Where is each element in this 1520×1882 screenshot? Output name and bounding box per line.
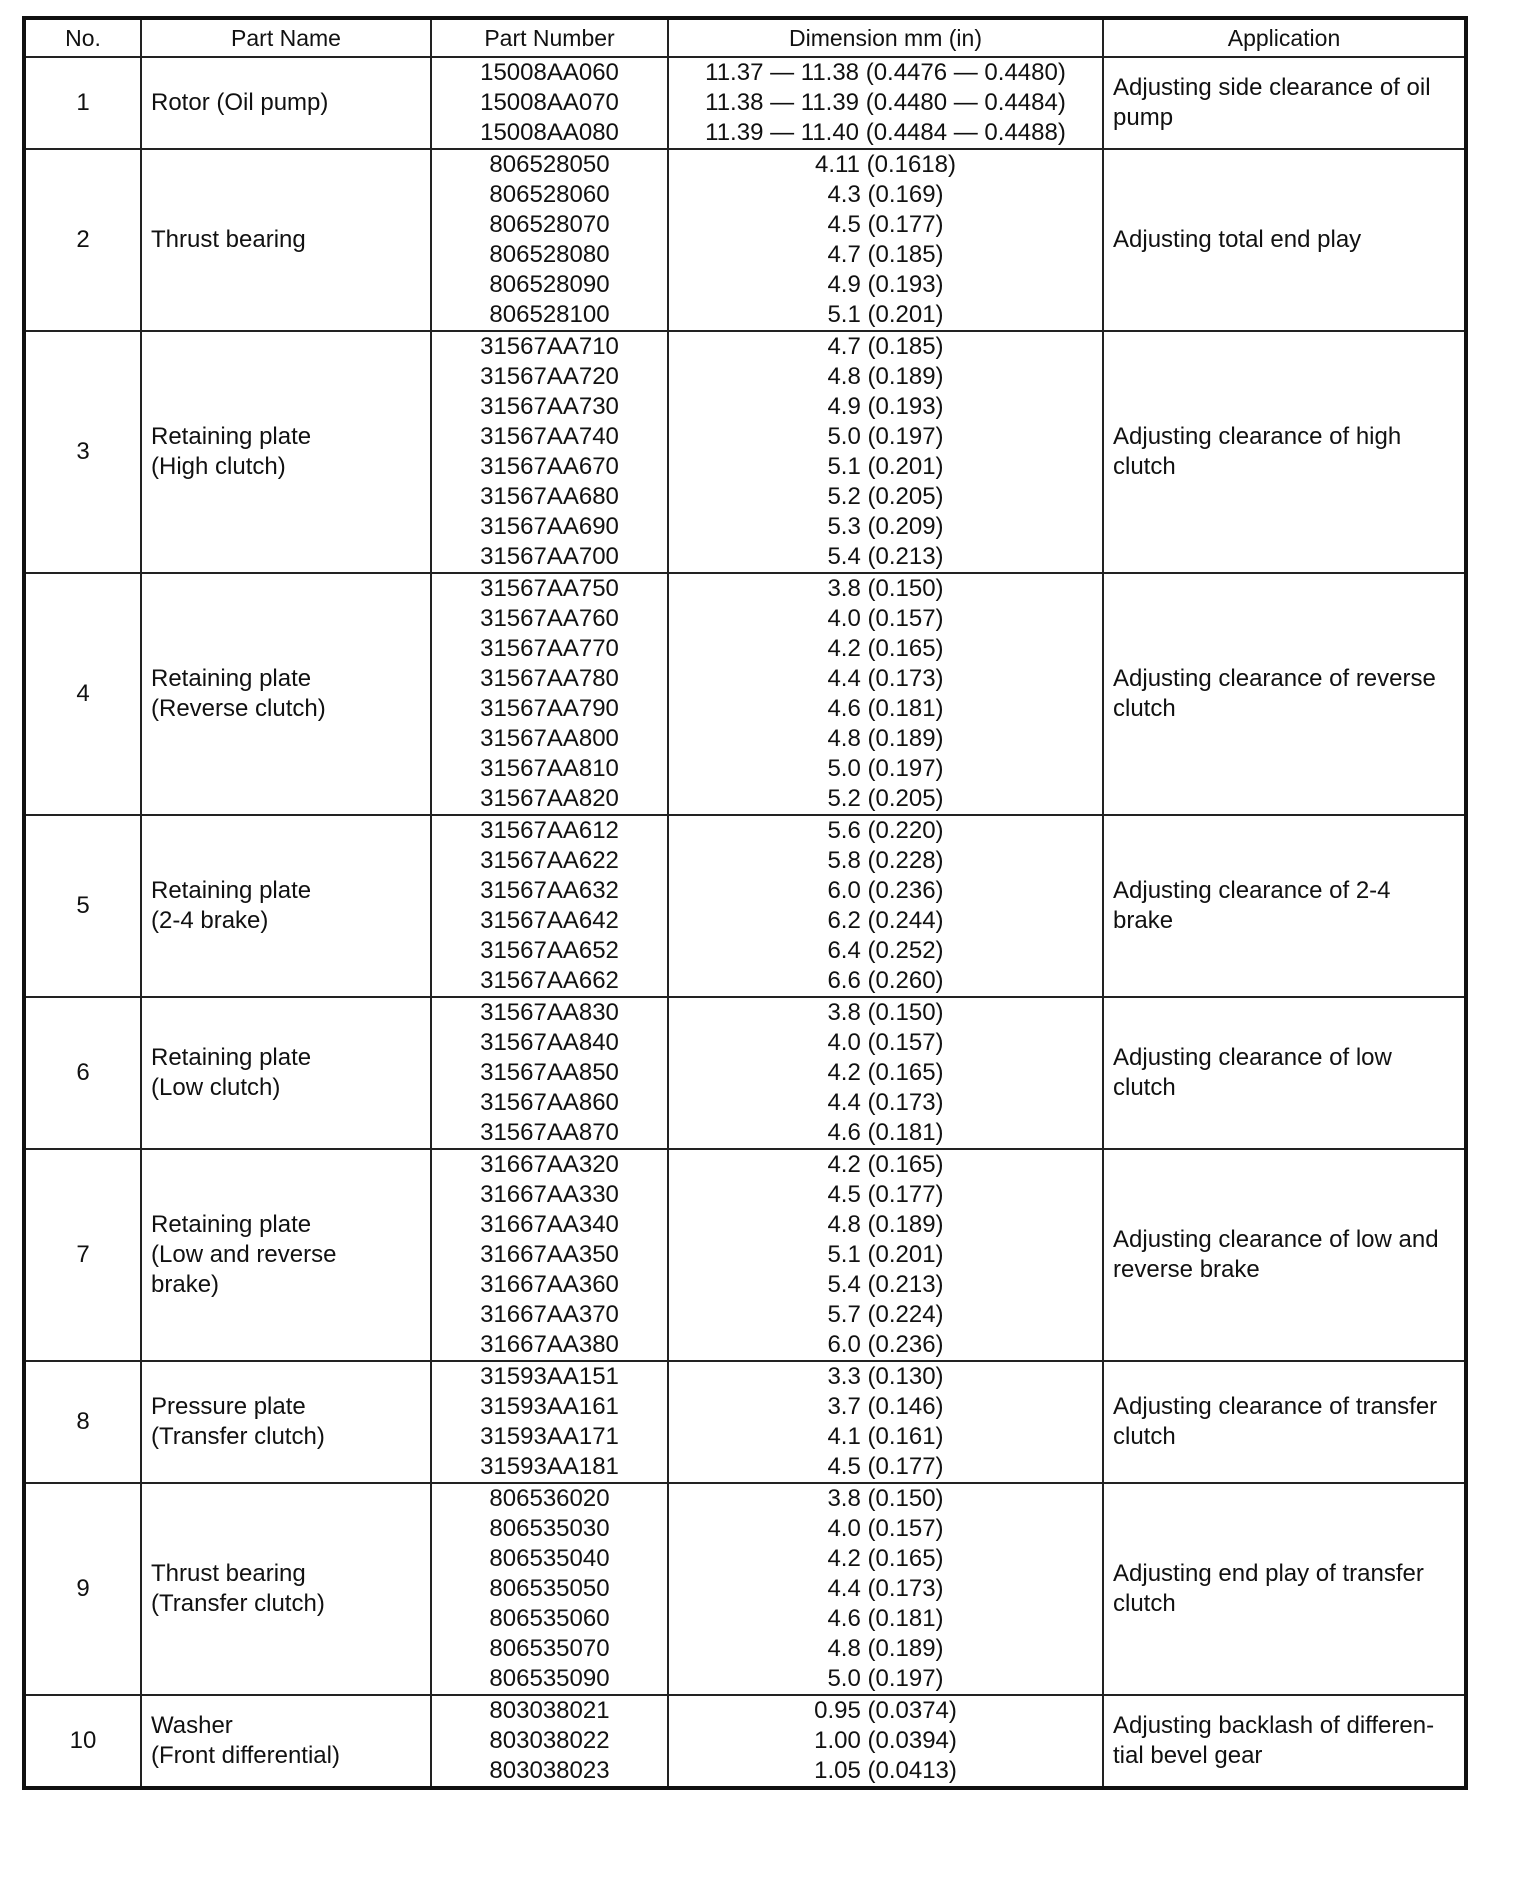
- part-number-cell: [431, 1149, 668, 1361]
- dimension-cell: [668, 1695, 1103, 1788]
- part-number: 31667AA360: [480, 1271, 619, 1298]
- part-number: 31667AA320: [480, 1151, 619, 1178]
- dimension-value: 4.11 (0.1618): [815, 151, 956, 178]
- dimension-value: 4.2 (0.165): [827, 1151, 944, 1178]
- table-body: [24, 57, 1466, 1788]
- part-number: 31567AA730: [480, 393, 619, 420]
- dimension-value: 4.8 (0.189): [827, 1635, 944, 1662]
- dimension-value: 4.2 (0.165): [827, 1545, 944, 1572]
- part-number: 31567AA700: [480, 543, 619, 570]
- part-number-cell: [431, 149, 668, 331]
- dimension-value: 6.0 (0.236): [827, 1331, 944, 1358]
- column-header-no: No.: [24, 18, 141, 57]
- part-name-cell: Retaining plate (Low and reverse brake): [141, 1149, 431, 1361]
- part-number: 31567AA622: [480, 847, 619, 874]
- application-cell: Adjusting clearance of transfer clutch: [1103, 1361, 1466, 1483]
- part-number: 806528080: [489, 241, 610, 268]
- part-number: 803038023: [489, 1757, 610, 1784]
- part-number: 806528100: [489, 301, 610, 328]
- dimension-value: 5.3 (0.209): [827, 513, 944, 540]
- part-number: 806528060: [489, 181, 610, 208]
- row-number: 2: [24, 149, 141, 331]
- dimension-value: 4.3 (0.169): [827, 181, 944, 208]
- part-number: 31567AA860: [480, 1089, 619, 1116]
- dimension-cell: [668, 57, 1103, 149]
- column-header-dimension: Dimension mm (in): [668, 18, 1103, 57]
- dimension-value: 4.8 (0.189): [827, 363, 944, 390]
- dimension-value: 5.8 (0.228): [827, 847, 944, 874]
- part-number: 31567AA830: [480, 999, 619, 1026]
- dimension-value: 11.37 — 11.38 (0.4476 — 0.4480): [705, 59, 1066, 86]
- dimension-value: 1.00 (0.0394): [814, 1727, 957, 1754]
- part-number: 806535090: [489, 1665, 610, 1692]
- part-number: 806528090: [489, 271, 610, 298]
- dimension-value: 5.0 (0.197): [827, 423, 944, 450]
- table-row: [24, 1361, 1466, 1483]
- part-number: 31567AA850: [480, 1059, 619, 1086]
- part-number: 31567AA870: [480, 1119, 619, 1146]
- part-number: 31567AA720: [480, 363, 619, 390]
- dimension-cell: [668, 331, 1103, 573]
- part-number: 31593AA171: [480, 1423, 619, 1450]
- part-number: 31667AA350: [480, 1241, 619, 1268]
- table-row: [24, 1149, 1466, 1361]
- part-number: 15008AA060: [480, 59, 619, 86]
- part-number: 31567AA750: [480, 575, 619, 602]
- part-number: 31567AA670: [480, 453, 619, 480]
- part-number: 806528070: [489, 211, 610, 238]
- dimension-value: 11.39 — 11.40 (0.4484 — 0.4488): [705, 119, 1066, 146]
- dimension-cell: [668, 1149, 1103, 1361]
- part-number-cell: [431, 1361, 668, 1483]
- dimension-value: 5.1 (0.201): [827, 1241, 944, 1268]
- application-cell: Adjusting clearance of high clutch: [1103, 331, 1466, 573]
- part-number: 31567AA642: [480, 907, 619, 934]
- row-number: 10: [24, 1695, 141, 1788]
- part-number: 31567AA740: [480, 423, 619, 450]
- dimension-value: 4.9 (0.193): [827, 271, 944, 298]
- part-number: 15008AA070: [480, 89, 619, 116]
- part-number: 31593AA181: [480, 1453, 619, 1480]
- row-number: 9: [24, 1483, 141, 1695]
- row-number: 1: [24, 57, 141, 149]
- dimension-value: 4.4 (0.173): [827, 1089, 944, 1116]
- row-number: 7: [24, 1149, 141, 1361]
- dimension-value: 4.6 (0.181): [827, 1605, 944, 1632]
- dimension-value: 4.2 (0.165): [827, 635, 944, 662]
- dimension-cell: [668, 815, 1103, 997]
- dimension-value: 4.9 (0.193): [827, 393, 944, 420]
- table-row: [24, 1483, 1466, 1695]
- dimension-value: 4.0 (0.157): [827, 1029, 944, 1056]
- dimension-cell: [668, 149, 1103, 331]
- table-header-row: [24, 18, 1466, 57]
- part-name-cell: Pressure plate (Transfer clutch): [141, 1361, 431, 1483]
- part-number: 31567AA820: [480, 785, 619, 812]
- part-number: 31567AA840: [480, 1029, 619, 1056]
- dimension-cell: [668, 573, 1103, 815]
- table-row: [24, 57, 1466, 149]
- part-name-cell: Washer (Front differential): [141, 1695, 431, 1788]
- row-number: 4: [24, 573, 141, 815]
- part-number: 31667AA340: [480, 1211, 619, 1238]
- dimension-value: 3.8 (0.150): [827, 575, 944, 602]
- dimension-value: 5.0 (0.197): [827, 1665, 944, 1692]
- dimension-value: 3.8 (0.150): [827, 1485, 944, 1512]
- row-number: 3: [24, 331, 141, 573]
- part-name-cell: Thrust bearing: [141, 149, 431, 331]
- table-row: [24, 815, 1466, 997]
- part-number: 806535050: [489, 1575, 610, 1602]
- dimension-value: 5.7 (0.224): [827, 1301, 944, 1328]
- dimension-value: 4.7 (0.185): [827, 241, 944, 268]
- part-number: 31593AA151: [480, 1363, 619, 1390]
- dimension-value: 4.6 (0.181): [827, 695, 944, 722]
- part-number: 31567AA710: [480, 333, 619, 360]
- part-name-cell: Retaining plate (Reverse clutch): [141, 573, 431, 815]
- dimension-cell: [668, 1483, 1103, 1695]
- part-number: 806535070: [489, 1635, 610, 1662]
- table-row: [24, 149, 1466, 331]
- part-name-cell: Retaining plate (Low clutch): [141, 997, 431, 1149]
- part-name-cell: Retaining plate (High clutch): [141, 331, 431, 573]
- part-number-cell: [431, 1695, 668, 1788]
- part-number: 31667AA370: [480, 1301, 619, 1328]
- dimension-value: 4.8 (0.189): [827, 725, 944, 752]
- part-number: 31567AA690: [480, 513, 619, 540]
- dimension-value: 6.6 (0.260): [827, 967, 944, 994]
- part-number-cell: [431, 331, 668, 573]
- dimension-value: 4.1 (0.161): [827, 1423, 944, 1450]
- part-number: 806536020: [489, 1485, 610, 1512]
- dimension-value: 3.7 (0.146): [827, 1393, 944, 1420]
- part-number: 31567AA652: [480, 937, 619, 964]
- part-number: 31593AA161: [480, 1393, 619, 1420]
- dimension-value: 4.6 (0.181): [827, 1119, 944, 1146]
- part-number: 806535060: [489, 1605, 610, 1632]
- part-number: 31567AA800: [480, 725, 619, 752]
- part-name-cell: Retaining plate (2-4 brake): [141, 815, 431, 997]
- dimension-value: 5.6 (0.220): [827, 817, 944, 844]
- part-name-cell: Rotor (Oil pump): [141, 57, 431, 149]
- part-number: 31667AA330: [480, 1181, 619, 1208]
- dimension-value: 4.0 (0.157): [827, 1515, 944, 1542]
- dimension-value: 0.95 (0.0374): [814, 1697, 957, 1724]
- table-row: [24, 331, 1466, 573]
- part-number: 31567AA810: [480, 755, 619, 782]
- application-cell: Adjusting clearance of low clutch: [1103, 997, 1466, 1149]
- application-cell: Adjusting total end play: [1103, 149, 1466, 331]
- part-number: 31567AA790: [480, 695, 619, 722]
- part-number: 806528050: [489, 151, 610, 178]
- application-cell: Adjusting end play of transfer clutch: [1103, 1483, 1466, 1695]
- part-number: 31567AA612: [480, 817, 619, 844]
- dimension-value: 5.2 (0.205): [827, 483, 944, 510]
- table-row: [24, 997, 1466, 1149]
- part-name-cell: Thrust bearing (Transfer clutch): [141, 1483, 431, 1695]
- row-number: 5: [24, 815, 141, 997]
- parts-table: [22, 16, 1468, 1790]
- dimension-cell: [668, 997, 1103, 1149]
- parts-table-page: [22, 16, 1464, 1790]
- part-number: 806535040: [489, 1545, 610, 1572]
- dimension-value: 5.4 (0.213): [827, 1271, 944, 1298]
- dimension-value: 3.8 (0.150): [827, 999, 944, 1026]
- dimension-value: 4.4 (0.173): [827, 1575, 944, 1602]
- dimension-value: 6.0 (0.236): [827, 877, 944, 904]
- dimension-value: 4.5 (0.177): [827, 1181, 944, 1208]
- dimension-value: 5.0 (0.197): [827, 755, 944, 782]
- dimension-value: 4.4 (0.173): [827, 665, 944, 692]
- application-cell: Adjusting clearance of reverse clutch: [1103, 573, 1466, 815]
- part-number: 31567AA632: [480, 877, 619, 904]
- dimension-value: 5.1 (0.201): [827, 301, 944, 328]
- part-number-cell: [431, 997, 668, 1149]
- dimension-value: 6.2 (0.244): [827, 907, 944, 934]
- table-row: [24, 1695, 1466, 1788]
- dimension-cell: [668, 1361, 1103, 1483]
- part-number: 31567AA662: [480, 967, 619, 994]
- application-cell: Adjusting side clearance of oil pump: [1103, 57, 1466, 149]
- part-number: 31567AA760: [480, 605, 619, 632]
- part-number: 803038022: [489, 1727, 610, 1754]
- part-number: 31567AA770: [480, 635, 619, 662]
- dimension-value: 5.2 (0.205): [827, 785, 944, 812]
- part-number: 803038021: [489, 1697, 610, 1724]
- dimension-value: 11.38 — 11.39 (0.4480 — 0.4484): [705, 89, 1066, 116]
- dimension-value: 4.8 (0.189): [827, 1211, 944, 1238]
- dimension-value: 4.5 (0.177): [827, 1453, 944, 1480]
- row-number: 8: [24, 1361, 141, 1483]
- dimension-value: 3.3 (0.130): [827, 1363, 944, 1390]
- column-header-part-number: Part Number: [431, 18, 668, 57]
- dimension-value: 4.5 (0.177): [827, 211, 944, 238]
- table-row: [24, 573, 1466, 815]
- column-header-part-name: Part Name: [141, 18, 431, 57]
- dimension-value: 4.2 (0.165): [827, 1059, 944, 1086]
- part-number-cell: [431, 1483, 668, 1695]
- dimension-value: 4.7 (0.185): [827, 333, 944, 360]
- row-number: 6: [24, 997, 141, 1149]
- part-number: 31567AA780: [480, 665, 619, 692]
- application-cell: Adjusting backlash of differen-tial bevel gear: [1103, 1695, 1466, 1788]
- part-number: 31667AA380: [480, 1331, 619, 1358]
- part-number-cell: [431, 815, 668, 997]
- application-cell: Adjusting clearance of 2-4 brake: [1103, 815, 1466, 997]
- part-number: 31567AA680: [480, 483, 619, 510]
- part-number-cell: [431, 57, 668, 149]
- part-number: 806535030: [489, 1515, 610, 1542]
- column-header-application: Application: [1103, 18, 1466, 57]
- dimension-value: 4.0 (0.157): [827, 605, 944, 632]
- part-number: 15008AA080: [480, 119, 619, 146]
- part-number-cell: [431, 573, 668, 815]
- dimension-value: 5.4 (0.213): [827, 543, 944, 570]
- dimension-value: 1.05 (0.0413): [814, 1757, 957, 1784]
- dimension-value: 5.1 (0.201): [827, 453, 944, 480]
- dimension-value: 6.4 (0.252): [827, 937, 944, 964]
- application-cell: Adjusting clearance of low and reverse brake: [1103, 1149, 1466, 1361]
